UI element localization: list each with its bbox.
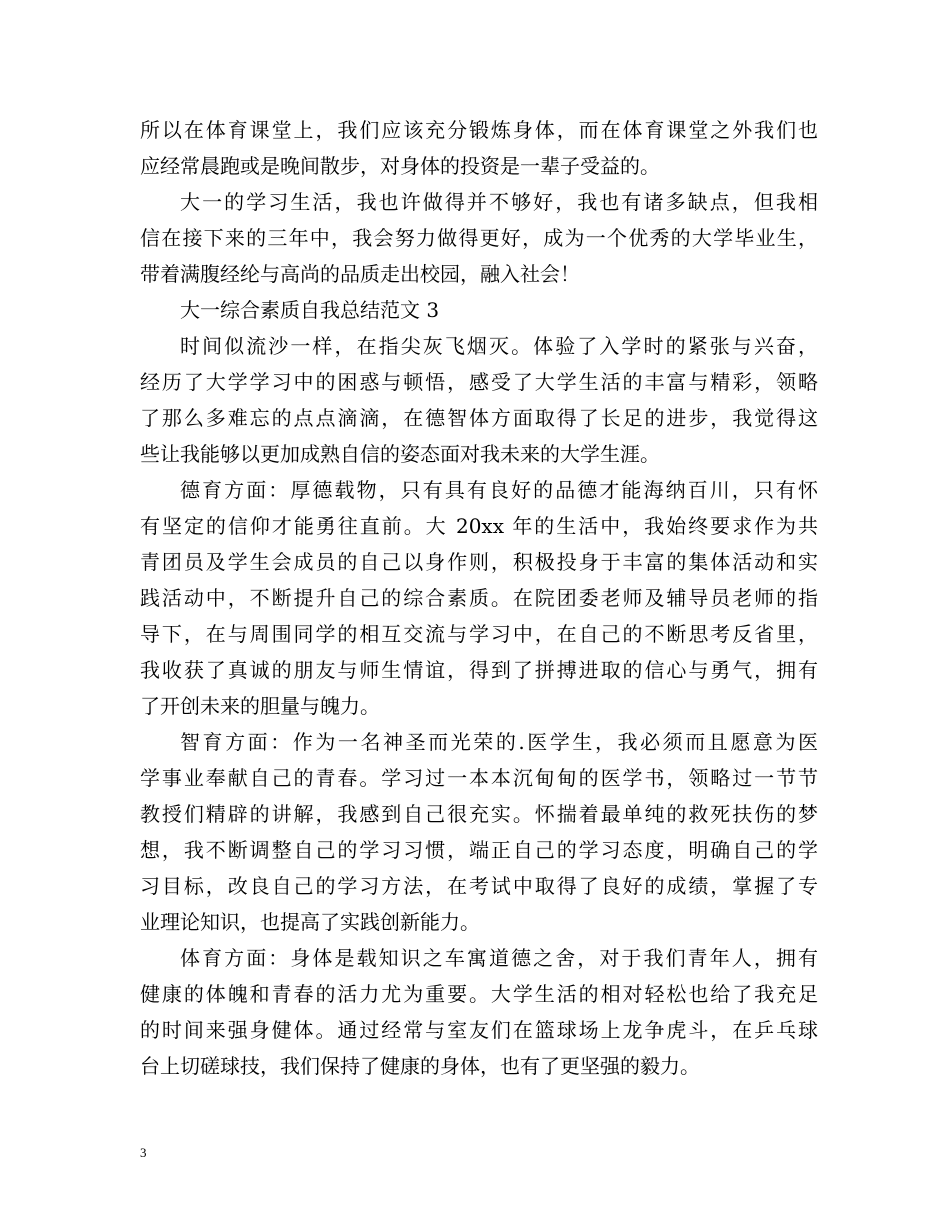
text-line: 的时间来强身健体。通过经常与室友们在篮球场上龙争虎斗，在乒乓球: [140, 1018, 818, 1042]
text-line: 有坚定的信仰才能勇往直前。大 20xx 年的生活中，我始终要求作为共: [140, 514, 818, 538]
text-line: 智育方面：作为一名神圣而光荣的.医学生，我必须而且愿意为医: [180, 730, 818, 754]
text-line: 所以在体育课堂上，我们应该充分锻炼身体，而在体育课堂之外我们也: [140, 118, 818, 142]
paragraph: [140, 328, 818, 472]
section-heading: [140, 292, 818, 328]
text-line: 业理论知识，也提高了实践创新能力。: [140, 910, 480, 934]
text-line: 些让我能够以更加成熟自信的姿态面对我未来的大学生涯。: [140, 442, 660, 466]
text-line: 应经常晨跑或是晚间散步，对身体的投资是一辈子受益的。: [140, 154, 660, 178]
document-body: [140, 112, 818, 1084]
text-line: 健康的体魄和青春的活力尤为重要。大学生活的相对轻松也给了我充足: [140, 982, 818, 1006]
text-line: 我收获了真诚的朋友与师生情谊，得到了拼搏进取的信心与勇气，拥有: [140, 658, 818, 682]
paragraph: [140, 184, 818, 292]
paragraph: [140, 472, 818, 724]
text-line: 教授们精辟的讲解，我感到自己很充实。怀揣着最单纯的救死扶伤的梦: [140, 802, 818, 826]
text-line: 想，我不断调整自己的学习习惯，端正自己的学习态度，明确自己的学: [140, 838, 818, 862]
text-line: 经历了大学学习中的困惑与顿悟，感受了大学生活的丰富与精彩，领略: [140, 370, 818, 394]
text-line: 大一的学习生活，我也许做得并不够好，我也有诸多缺点，但我相: [180, 190, 818, 214]
paragraph: [140, 112, 818, 184]
text-line: 导下，在与周围同学的相互交流与学习中，在自己的不断思考反省里，: [140, 622, 818, 646]
text-line: 体育方面：身体是载知识之车寓道德之舍，对于我们青年人，拥有: [180, 946, 818, 970]
text-line: 践活动中，不断提升自己的综合素质。在院团委老师及辅导员老师的指: [140, 586, 818, 610]
text-line: 德育方面：厚德载物，只有具有良好的品德才能海纳百川，只有怀: [180, 478, 818, 502]
text-line: 信在接下来的三年中，我会努力做得更好，成为一个优秀的大学毕业生，: [140, 226, 818, 250]
text-line: 时间似流沙一样，在指尖灰飞烟灭。体验了入学时的紧张与兴奋，: [180, 334, 818, 358]
page-number: 3: [140, 1145, 147, 1160]
text-line: 了那么多难忘的点点滴滴，在德智体方面取得了长足的进步，我觉得这: [140, 406, 818, 430]
text-line: 带着满腹经纶与高尚的品质走出校园，融入社会！: [140, 262, 580, 286]
paragraph: [140, 940, 818, 1084]
text-line: 了开创未来的胆量与魄力。: [140, 694, 380, 718]
text-line: 习目标，改良自己的学习方法，在考试中取得了良好的成绩，掌握了专: [140, 874, 818, 898]
text-line: 学事业奉献自己的青春。学习过一本本沉甸甸的医学书，领略过一节节: [140, 766, 818, 790]
text-line: 大一综合素质自我总结范文 3: [180, 298, 440, 322]
text-line: 台上切磋球技，我们保持了健康的身体，也有了更坚强的毅力。: [140, 1054, 700, 1078]
text-line: 青团员及学生会成员的自己以身作则，积极投身于丰富的集体活动和实: [140, 550, 818, 574]
paragraph: [140, 724, 818, 940]
